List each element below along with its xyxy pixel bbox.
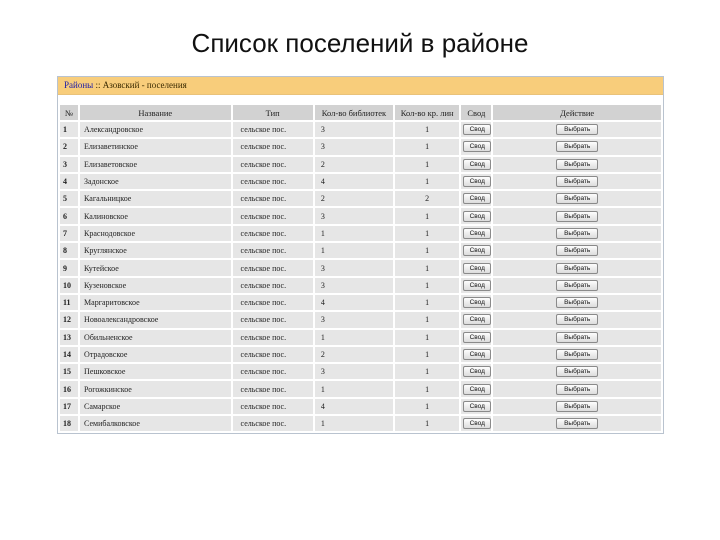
summary-cell (461, 208, 491, 223)
choose-button[interactable]: Выбрать (556, 124, 598, 135)
settlement-name: Отрадовское (80, 347, 231, 362)
column-header-summary: Свод (461, 105, 491, 120)
settlement-type: сельское пос. (233, 347, 313, 362)
row-number: 4 (60, 174, 78, 189)
library-count: 3 (315, 364, 393, 379)
column-header-libraries: Кол-во библиотек (315, 105, 393, 120)
summary-button[interactable]: Свод (463, 141, 491, 152)
column-header-lines: Кол-во кр. лин (395, 105, 459, 120)
table-row (60, 226, 661, 241)
summary-button[interactable]: Свод (463, 280, 491, 291)
table-row (60, 295, 661, 310)
action-cell (493, 381, 661, 396)
settlement-type: сельское пос. (233, 399, 313, 414)
settlement-name: Обильненское (80, 330, 231, 345)
row-number: 5 (60, 191, 78, 206)
row-number: 1 (60, 122, 78, 137)
line-count: 1 (395, 399, 459, 414)
library-count: 1 (315, 416, 393, 431)
line-count: 1 (395, 122, 459, 137)
settlement-name: Самарское (80, 399, 231, 414)
summary-button[interactable]: Свод (463, 418, 491, 429)
summary-cell (461, 399, 491, 414)
summary-button[interactable]: Свод (463, 193, 491, 204)
settlement-type: сельское пос. (233, 139, 313, 154)
settlements-table (58, 103, 663, 433)
line-count: 1 (395, 347, 459, 362)
summary-button[interactable]: Свод (463, 401, 491, 412)
action-cell (493, 399, 661, 414)
summary-button[interactable]: Свод (463, 314, 491, 325)
summary-button[interactable]: Свод (463, 332, 491, 343)
library-count: 2 (315, 157, 393, 172)
summary-cell (461, 243, 491, 258)
choose-button[interactable]: Выбрать (556, 211, 598, 222)
summary-cell (461, 157, 491, 172)
library-count: 3 (315, 260, 393, 275)
table-row (60, 347, 661, 362)
summary-button[interactable]: Свод (463, 349, 491, 360)
action-cell (493, 312, 661, 327)
settlement-type: сельское пос. (233, 243, 313, 258)
choose-button[interactable]: Выбрать (556, 263, 598, 274)
library-count: 1 (315, 226, 393, 241)
summary-button[interactable]: Свод (463, 124, 491, 135)
settlement-name: Пешковское (80, 364, 231, 379)
row-number: 18 (60, 416, 78, 431)
library-count: 2 (315, 347, 393, 362)
summary-cell (461, 364, 491, 379)
choose-button[interactable]: Выбрать (556, 332, 598, 343)
summary-button[interactable]: Свод (463, 245, 491, 256)
breadcrumb-separator: :: (93, 80, 103, 90)
row-number: 15 (60, 364, 78, 379)
settlement-name: Маргаритовское (80, 295, 231, 310)
settlement-name: Калиновское (80, 208, 231, 223)
action-cell (493, 174, 661, 189)
choose-button[interactable]: Выбрать (556, 176, 598, 187)
column-header-name: Название (80, 105, 231, 120)
breadcrumb-current: Азовский - поселения (102, 80, 187, 90)
line-count: 1 (395, 312, 459, 327)
column-header-action: Действие (493, 105, 661, 120)
settlement-type: сельское пос. (233, 295, 313, 310)
breadcrumb (58, 77, 663, 95)
action-cell (493, 347, 661, 362)
action-cell (493, 191, 661, 206)
summary-button[interactable]: Свод (463, 176, 491, 187)
settlement-type: сельское пос. (233, 260, 313, 275)
action-cell (493, 122, 661, 137)
settlement-name: Кузеновское (80, 278, 231, 293)
settlement-type: сельское пос. (233, 312, 313, 327)
table-row (60, 243, 661, 258)
table-row (60, 122, 661, 137)
line-count: 1 (395, 226, 459, 241)
table-row (60, 208, 661, 223)
row-number: 3 (60, 157, 78, 172)
settlement-type: сельское пос. (233, 191, 313, 206)
choose-button[interactable]: Выбрать (556, 297, 598, 308)
settlement-name: Елизаветинское (80, 139, 231, 154)
table-row (60, 416, 661, 431)
action-cell (493, 278, 661, 293)
settlement-name: Новоалександровское (80, 312, 231, 327)
table-row (60, 330, 661, 345)
action-cell (493, 157, 661, 172)
action-cell (493, 330, 661, 345)
line-count: 2 (395, 191, 459, 206)
summary-cell (461, 381, 491, 396)
row-number: 16 (60, 381, 78, 396)
row-number: 11 (60, 295, 78, 310)
row-number: 17 (60, 399, 78, 414)
choose-button[interactable]: Выбрать (556, 280, 598, 291)
summary-cell (461, 278, 491, 293)
settlement-name: Краснодовское (80, 226, 231, 241)
row-number: 10 (60, 278, 78, 293)
library-count: 4 (315, 174, 393, 189)
summary-cell (461, 260, 491, 275)
settlement-name: Александровское (80, 122, 231, 137)
table-row (60, 260, 661, 275)
summary-cell (461, 174, 491, 189)
column-header-type: Тип (233, 105, 313, 120)
choose-button[interactable]: Выбрать (556, 418, 598, 429)
choose-button[interactable]: Выбрать (556, 384, 598, 395)
slide-title: Список поселений в районе (191, 28, 529, 58)
row-number: 8 (60, 243, 78, 258)
choose-button[interactable]: Выбрать (556, 228, 598, 239)
settlement-type: сельское пос. (233, 122, 313, 137)
settlement-name: Семибалковское (80, 416, 231, 431)
library-count: 4 (315, 399, 393, 414)
summary-cell (461, 226, 491, 241)
line-count: 1 (395, 381, 459, 396)
table-header-row (60, 105, 661, 120)
summary-cell (461, 330, 491, 345)
action-cell (493, 208, 661, 223)
row-number: 12 (60, 312, 78, 327)
settlement-name: Кагальницкое (80, 191, 231, 206)
settlement-name: Рогожкинское (80, 381, 231, 396)
line-count: 1 (395, 295, 459, 310)
library-count: 3 (315, 278, 393, 293)
choose-button[interactable]: Выбрать (556, 245, 598, 256)
line-count: 1 (395, 157, 459, 172)
library-count: 3 (315, 312, 393, 327)
library-count: 1 (315, 381, 393, 396)
choose-button[interactable]: Выбрать (556, 193, 598, 204)
table-row (60, 381, 661, 396)
table-row (60, 191, 661, 206)
table-row (60, 139, 661, 154)
library-count: 1 (315, 243, 393, 258)
summary-button[interactable]: Свод (463, 366, 491, 377)
library-count: 4 (315, 295, 393, 310)
summary-button[interactable]: Свод (463, 159, 491, 170)
choose-button[interactable]: Выбрать (556, 349, 598, 360)
settlements-panel (57, 76, 664, 434)
library-count: 2 (315, 191, 393, 206)
row-number: 6 (60, 208, 78, 223)
settlement-type: сельское пос. (233, 174, 313, 189)
settlement-type: сельское пос. (233, 364, 313, 379)
line-count: 1 (395, 139, 459, 154)
choose-button[interactable]: Выбрать (556, 366, 598, 377)
table-row (60, 157, 661, 172)
settlement-type: сельское пос. (233, 157, 313, 172)
settlement-type: сельское пос. (233, 381, 313, 396)
line-count: 1 (395, 174, 459, 189)
action-cell (493, 226, 661, 241)
action-cell (493, 260, 661, 275)
summary-button[interactable]: Свод (463, 228, 491, 239)
table-row (60, 312, 661, 327)
summary-cell (461, 122, 491, 137)
library-count: 3 (315, 139, 393, 154)
summary-button[interactable]: Свод (463, 297, 491, 308)
table-row (60, 364, 661, 379)
settlement-type: сельское пос. (233, 208, 313, 223)
table-row (60, 278, 661, 293)
summary-button[interactable]: Свод (463, 263, 491, 274)
table-row (60, 399, 661, 414)
summary-cell (461, 347, 491, 362)
action-cell (493, 416, 661, 431)
choose-button[interactable]: Выбрать (556, 141, 598, 152)
row-number: 13 (60, 330, 78, 345)
choose-button[interactable]: Выбрать (556, 401, 598, 412)
settlement-name: Круглянское (80, 243, 231, 258)
table-row (60, 174, 661, 189)
summary-cell (461, 312, 491, 327)
settlement-type: сельское пос. (233, 278, 313, 293)
settlement-type: сельское пос. (233, 330, 313, 345)
line-count: 1 (395, 260, 459, 275)
action-cell (493, 295, 661, 310)
line-count: 1 (395, 330, 459, 345)
summary-button[interactable]: Свод (463, 384, 491, 395)
settlement-type: сельское пос. (233, 416, 313, 431)
line-count: 1 (395, 243, 459, 258)
settlement-type: сельское пос. (233, 226, 313, 241)
column-header-number: № (60, 105, 78, 120)
library-count: 1 (315, 330, 393, 345)
library-count: 3 (315, 208, 393, 223)
summary-cell (461, 191, 491, 206)
summary-cell (461, 416, 491, 431)
choose-button[interactable]: Выбрать (556, 314, 598, 325)
choose-button[interactable]: Выбрать (556, 159, 598, 170)
settlement-name: Задонское (80, 174, 231, 189)
row-number: 14 (60, 347, 78, 362)
library-count: 3 (315, 122, 393, 137)
settlement-name: Елизаветовское (80, 157, 231, 172)
summary-cell (461, 139, 491, 154)
line-count: 1 (395, 364, 459, 379)
action-cell (493, 243, 661, 258)
line-count: 1 (395, 416, 459, 431)
breadcrumb-link-districts[interactable]: Районы (64, 80, 94, 90)
row-number: 2 (60, 139, 78, 154)
settlement-name: Кутейское (80, 260, 231, 275)
action-cell (493, 364, 661, 379)
summary-cell (461, 295, 491, 310)
action-cell (493, 139, 661, 154)
line-count: 1 (395, 208, 459, 223)
row-number: 9 (60, 260, 78, 275)
row-number: 7 (60, 226, 78, 241)
line-count: 1 (395, 278, 459, 293)
summary-button[interactable]: Свод (463, 211, 491, 222)
